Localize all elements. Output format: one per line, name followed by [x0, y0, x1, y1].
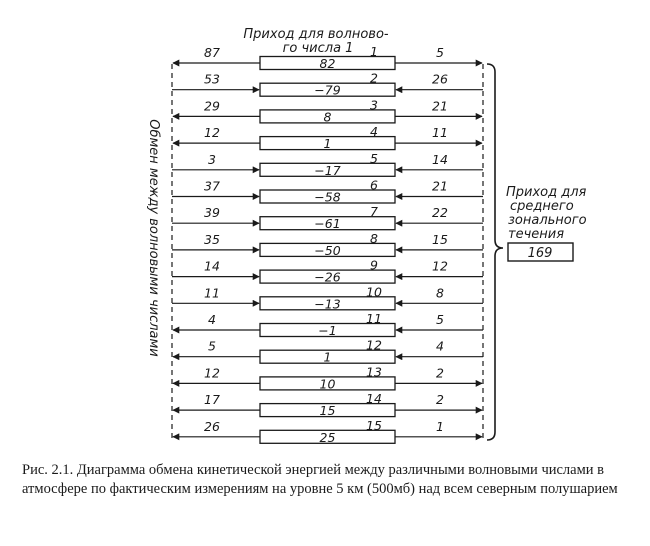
box-value-6: −58: [314, 189, 341, 205]
wave-number-14: 14: [366, 391, 382, 407]
box-value-12: 1: [323, 349, 332, 365]
right-value-14: 2: [436, 392, 444, 408]
wave-number-7: 7: [370, 204, 378, 220]
right-value-3: 21: [432, 98, 448, 114]
box-value-14: 15: [319, 403, 336, 419]
right-value-1: 5: [436, 45, 444, 60]
box-value-1: 82: [319, 56, 336, 71]
wave-number-8: 8: [370, 230, 378, 246]
right-value-9: 12: [432, 258, 448, 274]
right-value-2: 26: [432, 71, 448, 87]
right-value-5: 14: [432, 151, 448, 167]
wave-number-9: 9: [370, 257, 378, 273]
figure-caption: Рис. 2.1. Диаграмма обмена кинетической энергией между различными волновыми числами в атмосфере по фактическим измерениям на уровне 5 км (500мб) над всем северным полушарием: [22, 462, 618, 497]
left-value-2: 53: [204, 71, 220, 87]
box-value-9: −26: [314, 269, 341, 285]
box-value-3: 8: [323, 109, 332, 125]
right-value-10: 8: [436, 285, 444, 301]
left-value-11: 4: [208, 312, 216, 327]
left-value-13: 12: [204, 365, 220, 381]
box-value-5: −17: [314, 162, 341, 178]
box-value-10: −13: [314, 296, 341, 312]
left-value-14: 17: [204, 392, 220, 408]
left-value-5: 3: [208, 151, 216, 167]
left-value-6: 37: [204, 178, 220, 194]
wave-number-rows: [172, 44, 483, 445]
right-value-11: 5: [436, 312, 444, 327]
total-value: 169: [527, 246, 553, 261]
left-value-8: 35: [204, 231, 220, 247]
right-value-13: 2: [436, 365, 444, 381]
box-value-15: 25: [319, 429, 336, 445]
right-value-8: 15: [432, 231, 448, 247]
right-value-7: 22: [432, 205, 448, 221]
left-value-10: 11: [204, 285, 220, 301]
right-label-line-2: среднего: [510, 199, 574, 214]
left-value-3: 29: [204, 98, 220, 114]
left-value-12: 5: [208, 338, 216, 354]
wave-number-3: 3: [370, 97, 378, 113]
box-value-13: 10: [319, 376, 336, 392]
left-value-9: 14: [204, 258, 220, 274]
wave-number-12: 12: [366, 337, 382, 353]
box-value-8: −50: [314, 242, 341, 258]
left-value-7: 39: [204, 205, 220, 221]
right-label-line-3: зонального: [508, 213, 587, 228]
right-value-6: 21: [432, 178, 448, 194]
wave-number-4: 4: [370, 124, 378, 140]
wave-number-6: 6: [370, 177, 378, 193]
wave-number-10: 10: [366, 284, 382, 300]
box-value-2: −79: [314, 82, 341, 98]
wave-number-15: 15: [366, 417, 382, 433]
right-value-4: 11: [432, 125, 448, 141]
wave-number-5: 5: [370, 150, 378, 166]
box-value-7: −61: [314, 216, 341, 232]
top-label-line-2: го числа 1: [282, 41, 354, 56]
top-label-line-1: Приход для волново-: [243, 27, 389, 42]
wave-number-2: 2: [370, 70, 378, 86]
left-value-4: 12: [204, 125, 220, 141]
wave-number-11: 11: [366, 311, 382, 326]
right-value-15: 1: [436, 418, 444, 434]
box-value-11: −1: [318, 323, 337, 338]
left-vertical-label: Обмен между волновыми числами: [146, 119, 161, 357]
left-value-15: 26: [204, 418, 220, 434]
right-label-line-4: течения: [508, 227, 565, 242]
wave-number-13: 13: [366, 364, 382, 380]
left-value-1: 87: [204, 45, 220, 60]
wave-number-1: 1: [370, 44, 378, 59]
right-value-12: 4: [436, 338, 444, 354]
right-brace: [487, 64, 503, 440]
right-label-line-1: Приход для: [506, 185, 587, 200]
box-value-4: 1: [323, 136, 332, 152]
